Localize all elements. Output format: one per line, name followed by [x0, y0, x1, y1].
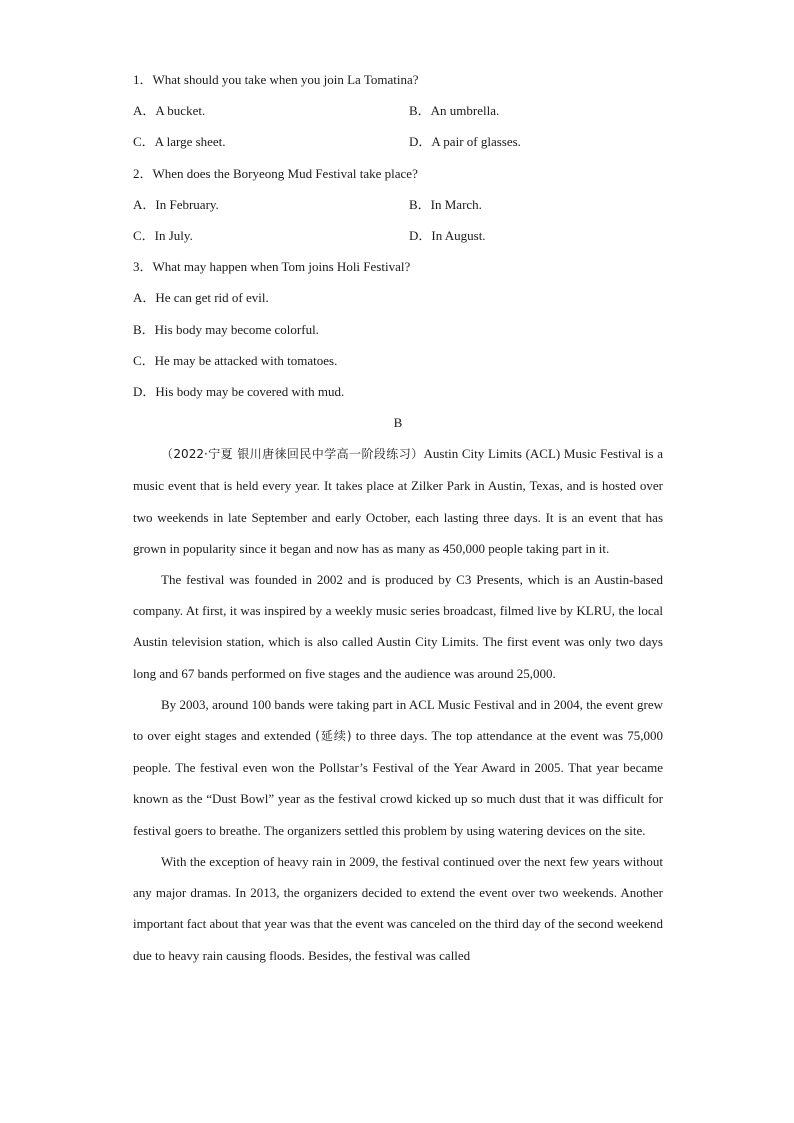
passage-paragraph-3-text-b: to three days. The top attendance at the event was 75,000 people. The festival even won the Pollstar’s Festival of the Year Award in 2005. That year became known as the “Dust Bowl” year as the festival crowd kicked up so much dust that it was difficult for festival goers to breathe. The organizers settled this problem by using watering devices on the site. — [133, 728, 664, 838]
passage-paragraph-1-text: Austin City Limits (ACL) Music Festival is a music event that is held every year. It takes place at Zilker Park in Austin, Texas, and is hosted over two weekends in late September and early October, each lasting three days. It is an event that has grown in popularity since it began and now has as many as 450,000 people taking part in it. — [133, 446, 664, 556]
question-2-option-c: C．In July. — [133, 227, 193, 243]
question-2-option-b: B．In March. — [409, 196, 482, 212]
question-1-option-d: D．A pair of glasses. — [409, 134, 521, 150]
passage-paragraph-3-text-a: By 2003, around 100 bands were taking part in ACL Music Festival and in 2004, the event grew to over eight stages and extended — [133, 696, 663, 744]
passage-paragraph-2: The festival was founded in 2002 and is produced by C3 Presents, which is an Austin-based company. At first, it was inspired by a weekly music series broadcast, filmed live by KLRU, the local Austin television station, which is also called Austin City Limits. The first event was only two days long and 67 bands performed on five stages and the audience was around 25,000. — [133, 572, 663, 681]
passage-gloss: (延续) — [315, 729, 352, 744]
passage-paragraph-3 — [133, 689, 663, 846]
passage-source: （2022·宁夏 银川唐徕回民中学高一阶段练习） — [161, 447, 424, 462]
question-3-option-c: C．He may be attacked with tomatoes. — [133, 352, 338, 368]
question-1-stem: 1．What should you take when you join La Tomatina? — [133, 72, 419, 87]
question-3-option-a: A．He can get rid of evil. — [133, 290, 269, 306]
passage — [133, 438, 663, 970]
question-1-option-a: A．A bucket. — [133, 103, 206, 119]
document-page — [133, 64, 663, 971]
question-2-options-row-2 — [133, 220, 663, 251]
passage-paragraph-4: With the exception of heavy rain in 2009, the festival continued over the next few years without any major dramas. In 2013, the organizers decided to extend the event over two weekends. Another important fact about that year was that the event was canceled on the third day of the second weekend due to heavy rain causing floods. Besides, the festival was called — [133, 853, 663, 963]
question-1-option-c: C．A large sheet. — [133, 134, 226, 150]
section-label: B — [393, 415, 403, 431]
question-3-option-d: D．His body may be covered with mud. — [133, 383, 345, 399]
question-2-option-d: D．In August. — [409, 227, 486, 243]
passage-paragraph-1 — [133, 438, 663, 564]
question-2-option-a: A．In February. — [133, 196, 219, 212]
question-2-stem: 2．When does the Boryeong Mud Festival take place? — [133, 165, 418, 181]
question-2-options-row-1 — [133, 189, 663, 220]
question-1-options-row-2 — [133, 126, 663, 157]
question-3-option-b: B．His body may become colorful. — [133, 321, 319, 337]
question-1-options-row-1 — [133, 95, 663, 126]
question-1-option-b: B．An umbrella. — [409, 103, 500, 119]
question-3-stem: 3．What may happen when Tom joins Holi Festival? — [133, 259, 411, 275]
